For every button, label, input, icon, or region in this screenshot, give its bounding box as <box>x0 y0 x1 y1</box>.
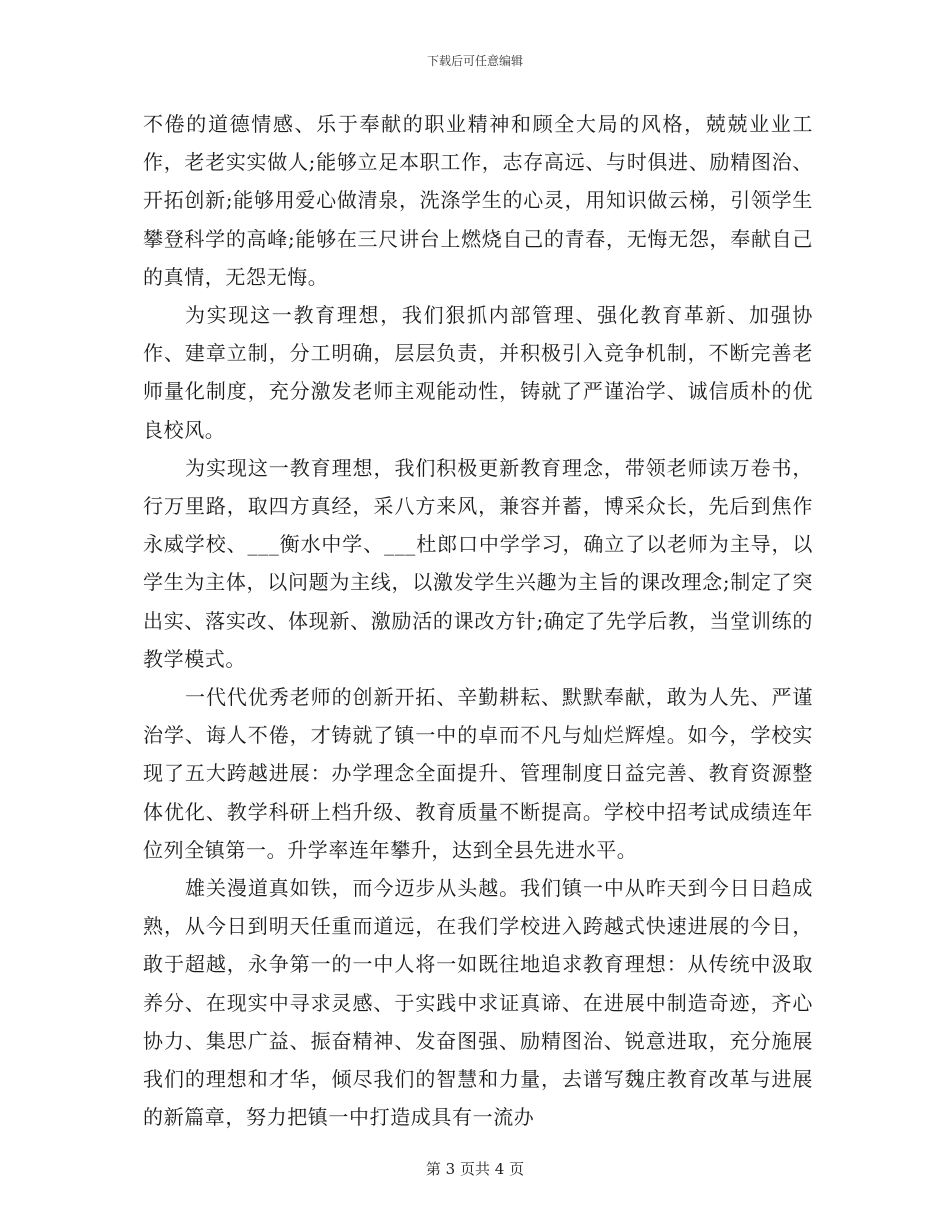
paragraph-5: 雄关漫道真如铁，而今迈步从头越。我们镇一中从昨天到今日日趋成熟，从今日到明天任重而道远，在我们学校进入跨越式快速进展的今日，敢于超越，永争第一的一中人将一如既往地追求教育理想：从传统中汲取养分、在现实中寻求灵感、于实践中求证真谛、在进展中制造奇迹，齐心协力、集思广益、振奋精神、发奋图强、励精图治、锐意进取，充分施展我们的理想和才华，倾尽我们的智慧和力量，去谱写魏庄教育改革与进展的新篇章，努力把镇一中打造成具有一流办 <box>143 876 813 1130</box>
paragraph-4: 一代代优秀老师的创新开拓、辛勤耕耘、默默奉献，敢为人先、严谨治学、诲人不倦，才铸就了镇一中的卓而不凡与灿烂辉煌。如今，学校实现了五大跨越进展：办学理念全面提升、管理制度日益完善、教育资源整体优化、教学科研上档升级、教育质量不断提高。学校中招考试成绩连年位列全镇第一。升学率连年攀升，达到全县先进水平。 <box>143 685 813 862</box>
page-number: 第 3 页共 4 页 <box>425 1160 525 1178</box>
paragraph-1: 不倦的道德情感、乐于奉献的职业精神和顾全大局的风格，兢兢业业工作，老老实实做人;能够立足本职工作，志存高远、与时俱进、励精图治、开拓创新;能够用爱心做清泉，洗涤学生的心灵，用知识做云梯，引领学生攀登科学的高峰;能够在三尺讲台上燃烧自己的青春，无悔无怨，奉献自己的真情，无怨无悔。 <box>143 112 813 289</box>
page-header-note: 下载后可任意编辑 <box>426 54 523 68</box>
paragraph-2: 为实现这一教育理想，我们狠抓内部管理、强化教育革新、加强协作、建章立制，分工明确，层层负责，并积极引入竞争机制，不断完善老师量化制度，充分激发老师主观能动性，铸就了严谨治学、诚信质朴的优良校风。 <box>143 303 813 442</box>
paragraph-3: 为实现这一教育理想，我们积极更新教育理念，带领老师读万卷书，行万里路，取四方真经，采八方来风，兼容并蓄，博采众长，先后到焦作永威学校、___衡水中学、___杜郎口中学学习，确立了以老师为主导，以学生为主体，以问题为主线，以激发学生兴趣为主旨的课改理念;制定了突出实、落实改、体现新、激励活的课改方针;确定了先学后教，当堂训练的教学模式。 <box>143 455 813 671</box>
document-body <box>143 105 813 1136</box>
